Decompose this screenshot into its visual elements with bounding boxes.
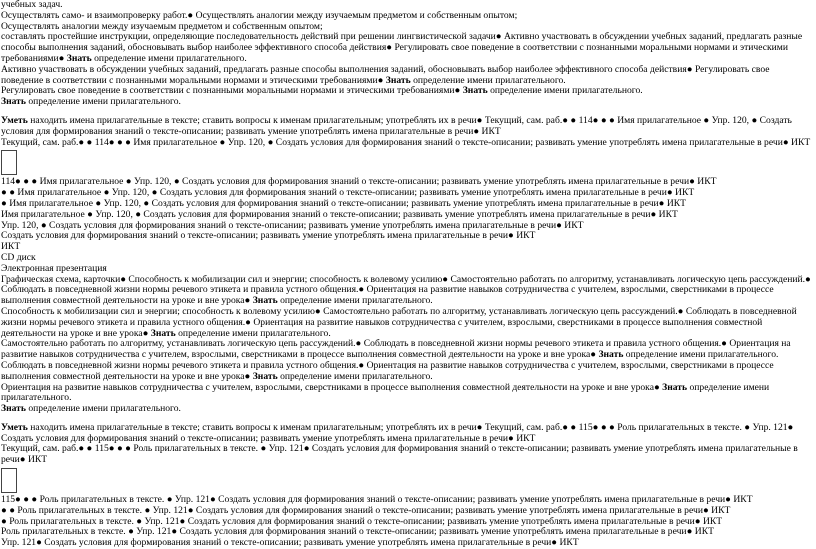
empty-cell-box [1,468,17,493]
text-line: ИКТ [1,241,21,253]
text-line: Упр. 121● Создать условия для формирования знаний о тексте-описании; развивать умение употреблять имена прилагательные в речи● ИКТ [1,537,579,549]
text-line: Роль прилагательных в тексте. ● Упр. 121● Создать условия для формирования знаний о тексте-описании; развивать умение употреблять имена прилагательные в речи● ИКТ [1,526,714,538]
text-line: Знать определение имени прилагательного. [1,96,181,108]
text-line: ● ● Роль прилагательных в тексте. ● Упр. 121● Создать условия для формирования знаний о тексте-описании; развивать умение употреблять имена прилагательные в речи● ИКТ [1,504,731,516]
text-line: Осуществлять само- и взаимопроверку работ.● Осуществлять аналогии между изучаемым предметом и собственным опытом; [1,9,518,21]
text-line: Знать определение имени прилагательного. [1,403,181,415]
text-line: Активно участвовать в обсуждении учебных заданий, предлагать разные способы выполнения заданий, обосновывать выбор наиболее эффективного способа действия● Регулировать свое поведение в соответствии с познанными моральными нормами и этическими требованиями● Знать определение имени прилагательного. [1,63,770,86]
text-line: Текущий, сам. раб.● ● 115● ● ● Роль прилагательных в тексте. ● Упр. 121● Создать условия для формирования знаний о тексте-описании; развивать умение употреблять имена прилагательные в речи● ИКТ [1,443,798,466]
text-line: Ориентация на развитие навыков сотрудничества с учителем, взрослыми, сверстниками в процессе выполнения совместной деятельности на уроке и вне урока● Знать определение имени прилагательного. [1,381,770,404]
text-line: Электронная презентация [1,262,107,274]
text-line: Создать условия для формирования знаний о тексте-описании; развивать умение употреблять имена прилагательные в речи● ИКТ [1,230,536,242]
text-line: ● ● Имя прилагательное ● Упр. 120, ● Создать условия для формирования знаний о тексте-описании; развивать умение употреблять имена прилагательные в речи● ИКТ [1,187,695,199]
text-line: Графическая схема, карточки● Способность к мобилизации сил и энергии; способность к волевому усилию● Самостоятельно работать по алгоритму, устанавливать логическую цепь рассуждений.● Соблюдать в повседневной жизни нормы речевого этикета и правила устного общения.● Ориентация на развитие навыков сотрудничества с учителем, взрослыми, сверстниками в процессе выполнения совместной деятельности на уроке и вне урока● Знать определение имени прилагательного. [1,273,811,307]
text-line: учебных задач. [1,0,63,10]
text-line: Уметь находить имена прилагательные в тексте; ставить вопросы к именам прилагательным; употреблять их в речи● Текущий, сам. раб.● ● 114● ● ● Имя прилагательное ● Упр. 120, ● Создать условия для формирования знаний о тексте-описании; развивать умение употреблять имена прилагательные в речи● ИКТ [1,114,792,137]
text-line: 114● ● ● Имя прилагательное ● Упр. 120, ● Создать условия для формирования знаний о тексте-описании; развивать умение употреблять имена прилагательные в речи● ИКТ [1,176,717,188]
text-line: составлять простейшие инструкции, определяющие последовательность действий при решении лингвистической задачи● Активно участвовать в обсуждении учебных заданий, предлагать разные способы выполнения заданий, обосновывать выбор наиболее эффективного способа действия● Регулировать свое поведение в соответствии с познанными моральными нормами и этическими требованиями● Знать определение имени прилагательного. [1,31,803,64]
text-line: Упр. 120, ● Создать условия для формирования знаний о тексте-описании; развивать умение употреблять имена прилагательные в речи● ИКТ [1,219,584,231]
text-line: Текущий, сам. раб.● ● 114● ● ● Имя прилагательное ● Упр. 120, ● Создать условия для формирования знаний о тексте-описании; развивать умение употреблять имена прилагательные в речи● ИКТ [1,136,811,148]
text-line: 115● ● ● Роль прилагательных в тексте. ● Упр. 121● Создать условия для формирования знаний о тексте-описании; развивать умение употреблять имена прилагательные в речи● ИКТ [1,494,753,506]
text-line: Уметь находить имена прилагательные в тексте; ставить вопросы к именам прилагательным; употреблять их в речи● Текущий, сам. раб.● ● 115● ● ● Роль прилагательных в тексте. ● Упр. 121● Создать условия для формирования знаний о тексте-описании; развивать умение употреблять имена прилагательные в речи● ИКТ [1,421,794,444]
text-line: ● Имя прилагательное ● Упр. 120, ● Создать условия для формирования знаний о тексте-описании; развивать умение употреблять имена прилагательные в речи● ИКТ [1,197,687,209]
text-line: CD диск [1,251,36,263]
text-line: Регулировать свое поведение в соответствии с познанными моральными нормами и этическими требованиями● Знать определение имени прилагательного. [1,85,643,97]
empty-cell-box [1,150,17,175]
text-line: Соблюдать в повседневной жизни нормы речевого этикета и правила устного общения.● Ориентация на развитие навыков сотрудничества с учителем, взрослыми, сверстниками в процессе выполнения совместной деятельности на уроке и вне урока● Знать определение имени прилагательного. [1,359,774,382]
text-line: Имя прилагательное ● Упр. 120, ● Создать условия для формирования знаний о тексте-описании; развивать умение употреблять имена прилагательные в речи● ИКТ [1,208,678,220]
text-line: Способность к мобилизации сил и энергии; способность к волевому усилию● Самостоятельно работать по алгоритму, устанавливать логическую цепь рассуждений.● Соблюдать в повседневной жизни нормы речевого этикета и правила устного общения.● Ориентация на развитие навыков сотрудничества с учителем, взрослыми, сверстниками в процессе выполнения совместной деятельности на уроке и вне урока● Знать определение имени прилагательного. [1,305,797,339]
text-line: Самостоятельно работать по алгоритму, устанавливать логическую цепь рассуждений.● Соблюдать в повседневной жизни нормы речевого этикета и правила устного общения.● Ориентация на развитие навыков сотрудничества с учителем, взрослыми, сверстниками в процессе выполнения совместной деятельности на уроке и вне урока● Знать определение имени прилагательного. [1,338,791,361]
text-line: ● Роль прилагательных в тексте. ● Упр. 121● Создать условия для формирования знаний о тексте-описании; развивать умение употреблять имена прилагательные в речи● ИКТ [1,515,723,527]
text-line: Осуществлять аналогии между изучаемым предметом и собственным опытом; [1,20,323,32]
